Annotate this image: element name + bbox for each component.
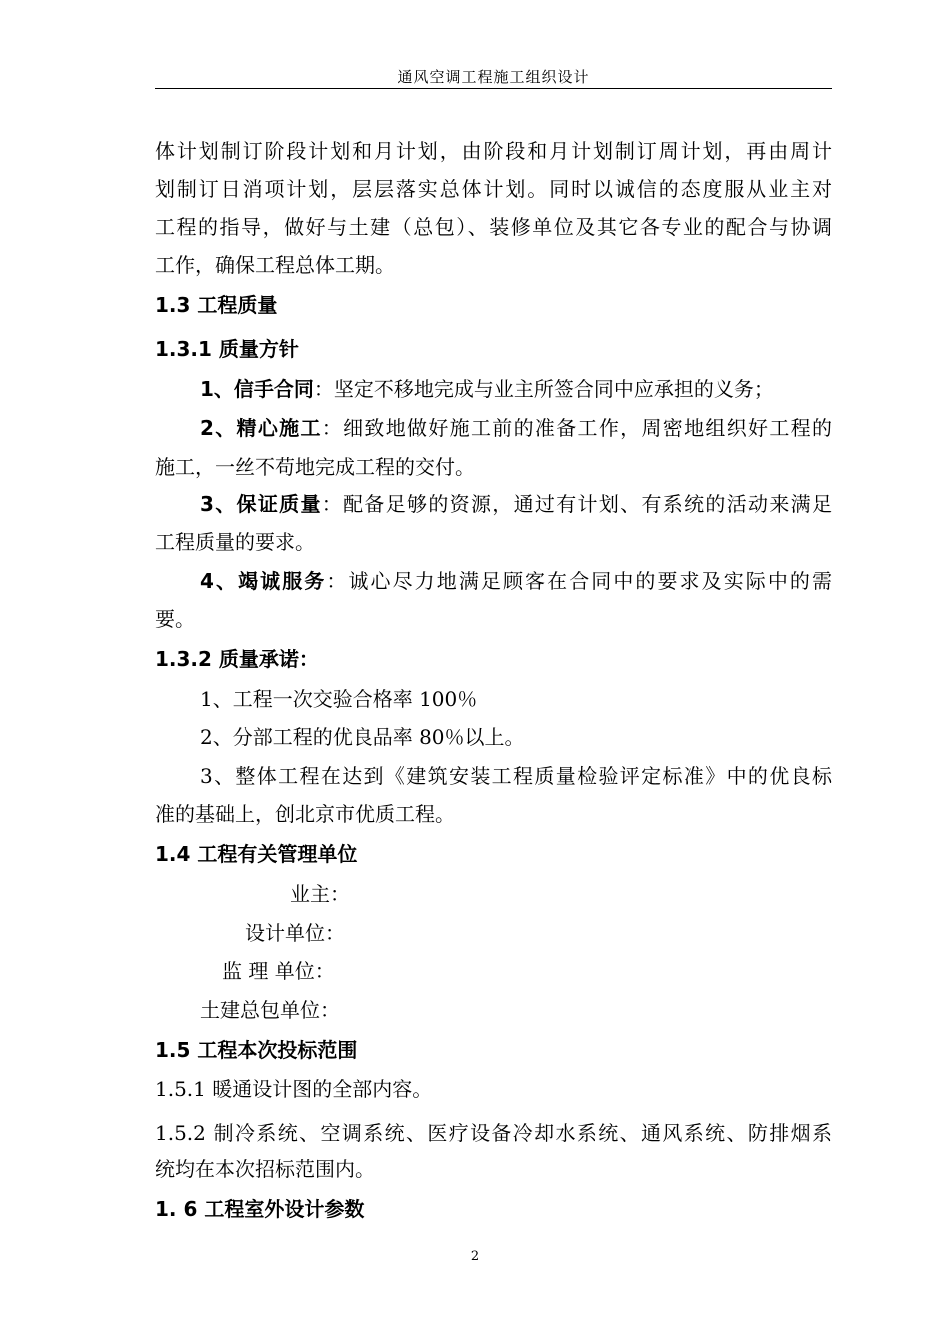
intro-line: 体计划制订阶段计划和月计划，由阶段和月计划制订周计划，再由周计 [155,139,832,163]
policy-item-title: 3、保证质量 [200,492,322,516]
policy-item-title: 4、竭诚服务 [200,569,327,593]
policy-item-text: ：坚定不移地完成与业主所签合同中应承担的义务； [313,377,774,401]
section-heading-1-3-2: 1.3.2 质量承诺： [155,647,319,671]
policy-item [200,491,832,517]
policy-item-title: 2、精心施工 [200,416,322,440]
policy-item [200,415,832,441]
unit-owner: 业主： [290,882,350,906]
scope-item: 1.5.1 暖通设计图的全部内容。 [155,1077,433,1101]
section-heading-1-5: 1.5 工程本次投标范围 [155,1038,358,1062]
header-rule [155,88,832,89]
commitment-item: 2、分部工程的优良品率 80％以上。 [200,725,525,749]
section-heading-1-4: 1.4 工程有关管理单位 [155,842,358,866]
scope-item-continuation: 统均在本次招标范围内。 [155,1157,375,1181]
intro-line: 工程的指导，做好与土建（总包）、装修单位及其它各专业的配合与协调 [155,215,832,239]
policy-item-continuation: 要。 [155,607,195,631]
intro-line: 划制订日消项计划，层层落实总体计划。同时以诚信的态度服从业主对 [155,177,832,201]
unit-supervisor: 监 理 单位： [222,959,335,983]
unit-general-contractor: 土建总包单位： [200,998,340,1022]
policy-item-continuation: 工程质量的要求。 [155,530,315,554]
policy-item-title: 1、信手合同 [200,377,314,401]
section-heading-1-3: 1.3 工程质量 [155,293,278,317]
policy-item [200,376,774,402]
commitment-item-continuation: 准的基础上，创北京市优质工程。 [155,802,455,826]
policy-item-continuation: 施工，一丝不苟地完成工程的交付。 [155,455,475,479]
unit-designer: 设计单位： [245,921,345,945]
intro-line: 工作，确保工程总体工期。 [155,253,395,277]
running-header: 通风空调工程施工组织设计 [397,68,590,86]
policy-item-text: ：诚心尽力地满足顾客在合同中的要求及实际中的需 [326,569,833,593]
scope-item: 1.5.2 制冷系统、空调系统、医疗设备冷却水系统、通风系统、防排烟系 [155,1121,832,1145]
policy-item [200,568,832,594]
page-number: 2 [470,1249,480,1264]
policy-item-text: ：细致地做好施工前的准备工作，周密地组织好工程的 [321,416,832,440]
section-heading-1-6: 1. 6 工程室外设计参数 [155,1197,365,1221]
commitment-item: 3、整体工程在达到《建筑安装工程质量检验评定标准》中的优良标 [200,764,832,788]
section-heading-1-3-1: 1.3.1 质量方针 [155,337,299,361]
policy-item-text: ：配备足够的资源，通过有计划、有系统的活动来满足 [321,492,832,516]
commitment-item: 1、工程一次交验合格率 100％ [200,687,478,711]
